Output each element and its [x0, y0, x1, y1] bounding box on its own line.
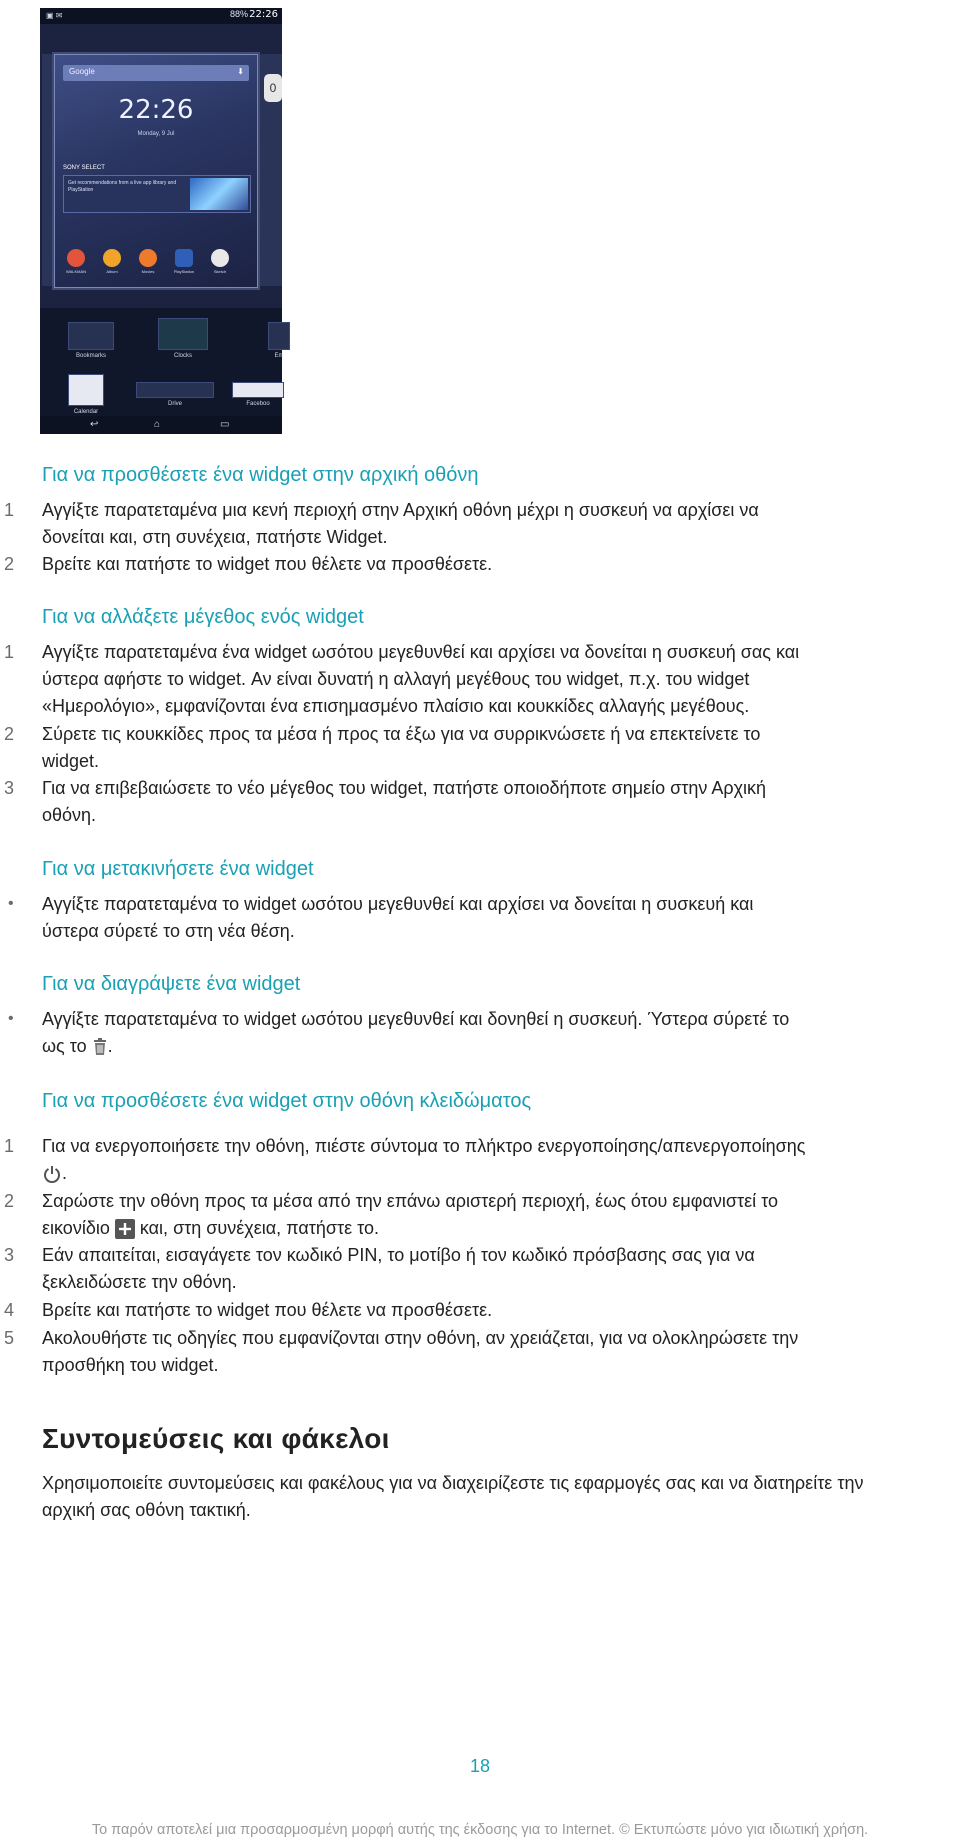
notification-icons: ▣ ✉	[46, 11, 63, 20]
sony-select-label: SONY SELECT	[63, 165, 105, 171]
google-search-bar	[63, 65, 249, 81]
body-line: αρχική σας οθόνη τακτική.	[42, 1500, 251, 1520]
bullet-line-suffix: .	[107, 1036, 113, 1056]
recent-apps-icon: ▭	[220, 419, 230, 430]
widget-tray	[40, 308, 282, 418]
widget-tile-label: Faceboo	[246, 401, 270, 407]
playstation-app-icon	[175, 249, 193, 267]
step-line: widget.	[42, 751, 100, 771]
step-line: Αγγίξτε παρατεταμένα ένα widget ωσότου μεγεθυνθεί και αρχίσει να δονείται η συσκευή σας και	[42, 642, 800, 662]
step-line: «Ημερολόγιο», εμφανίζονται ένα επισημασμένο πλαίσιο και κουκκίδες αλλαγής μεγέθους.	[42, 696, 750, 716]
step-line: Αγγίξτε παρατεταμένα μια κενή περιοχή στην Αρχική οθόνη μέχρι η συσκευή να αρχίσει να	[42, 500, 759, 520]
dock-app-label: PlayStation	[173, 269, 195, 274]
bullet-text	[42, 891, 942, 945]
heading-resize-widget: Για να αλλάξετε μέγεθος ενός widget	[42, 606, 364, 628]
step-line-suffix: .	[62, 1163, 68, 1183]
trash-icon	[92, 1038, 108, 1056]
widget-tile-label: Calendar	[73, 409, 99, 415]
album-app-icon	[103, 249, 121, 267]
section-body	[42, 1470, 942, 1524]
sony-card-image	[190, 178, 248, 210]
step-number: 3	[4, 1245, 15, 1265]
step-line-suffix: και, στη συνέχεια, πατήστε το.	[139, 1218, 379, 1238]
step-line: Σαρώστε την οθόνη προς τα μέσα από την επάνω αριστερή περιοχή, έως ότου εμφανιστεί το	[42, 1191, 778, 1211]
step-line: Βρείτε και πατήστε το widget που θέλετε να προσθέσετε.	[42, 554, 493, 574]
step-text	[42, 1242, 942, 1296]
step-text	[42, 1133, 942, 1187]
step-number: 5	[4, 1328, 15, 1348]
step-line: Για να επιβεβαιώσετε το νέο μέγεθος του widget, πατήστε οποιοδήποτε σημείο στην Αρχική	[42, 778, 767, 798]
widget-tile-label: Clocks	[173, 353, 192, 359]
battery-indicator: 88%	[229, 9, 248, 19]
bullet-text	[42, 1006, 942, 1060]
step-line: προσθήκη του widget.	[42, 1355, 219, 1375]
microphone-icon: ⬇	[237, 67, 244, 76]
step-text	[42, 1325, 942, 1379]
search-label: Google	[69, 67, 95, 76]
step-number: 2	[4, 724, 15, 744]
step-text	[42, 639, 942, 720]
page-number: 18	[469, 1756, 491, 1776]
step-number: 1	[4, 1136, 15, 1156]
sony-card-text: Get recommendations from a live app library and PlayStation	[68, 180, 177, 193]
step-line: Για να ενεργοποιήσετε την οθόνη, πιέστε σύντομα το πλήκτρο ενεργοποίησης/απενεργοποίησης	[42, 1136, 806, 1156]
heading-delete-widget: Για να διαγράψετε ένα widget	[42, 973, 301, 995]
widget-tile	[158, 318, 208, 359]
widget-tile	[68, 374, 104, 415]
clock-widget-time: 22:26	[118, 95, 194, 125]
back-icon: ↩	[90, 419, 99, 430]
heading-add-widget-lock: Για να προσθέσετε ένα widget στην οθόνη κλειδώματος	[42, 1090, 532, 1112]
heading-move-widget: Για να μετακινήσετε ένα widget	[42, 858, 314, 880]
step-line: Σύρετε τις κουκκίδες προς τα μέσα ή προς τα έξω για να συρρικνώσετε ή να επεκτείνετε το	[42, 724, 761, 744]
step-line: ξεκλειδώσετε την οθόνη.	[42, 1272, 237, 1292]
step-line: Βρείτε και πατήστε το widget που θέλετε να προσθέσετε.	[42, 1300, 493, 1320]
step-number: 1	[4, 500, 15, 520]
dock-app-label: Sketch	[213, 269, 227, 274]
bullet-line-prefix: ως το	[42, 1036, 87, 1056]
widget-tile-label: Drive	[167, 401, 182, 407]
walkman-app-icon	[67, 249, 85, 267]
bullet: •	[8, 895, 14, 912]
app-dock	[63, 249, 249, 279]
nav-bar	[40, 416, 282, 434]
step-text	[42, 551, 942, 578]
side-widget: 0	[264, 74, 282, 102]
step-number: 2	[4, 554, 15, 574]
step-line: Εάν απαιτείται, εισαγάγετε τον κωδικό PIN, το μοτίβο ή τον κωδικό πρόσβασης σας για να	[42, 1245, 755, 1265]
dock-app-label: WALKMAN	[65, 269, 87, 274]
phone-screenshot	[40, 8, 282, 434]
movies-app-icon	[139, 249, 157, 267]
step-line: Ακολουθήστε τις οδηγίες που εμφανίζονται στην οθόνη, αν χρειάζεται, για να ολοκληρώσετε την	[42, 1328, 799, 1348]
status-time: 22:26	[249, 9, 278, 20]
step-line: ύστερα αφήστε το widget. Αν είναι δυνατή η αλλαγή μεγέθους του widget, π.χ. του widget	[42, 669, 750, 689]
widget-tile	[68, 322, 114, 359]
left-pane-preview	[42, 54, 52, 286]
widget-tile	[136, 382, 214, 407]
step-number: 1	[4, 642, 15, 662]
step-text	[42, 497, 942, 551]
step-text	[42, 721, 942, 775]
bullet-line: Αγγίξτε παρατεταμένα το widget ωσότου μεγεθυνθεί και αρχίσει να δονείται η συσκευή και	[42, 894, 754, 914]
step-line: δονείται και, στη συνέχεια, πατήστε Widget.	[42, 527, 388, 547]
plus-icon	[115, 1219, 135, 1239]
dock-app-label: Movies	[141, 269, 155, 274]
step-line: οθόνη.	[42, 805, 97, 825]
sketch-app-icon	[211, 249, 229, 267]
section-title-shortcuts: Συντομεύσεις και φάκελοι	[42, 1423, 390, 1454]
widget-tile-label: Em	[274, 353, 284, 359]
widget-tile	[268, 322, 290, 359]
power-icon	[42, 1164, 62, 1184]
step-line-prefix: εικονίδιο	[42, 1218, 110, 1238]
heading-add-widget-home: Για να προσθέσετε ένα widget στην αρχική οθόνη	[42, 464, 479, 486]
widget-tile-label: Bookmarks	[75, 353, 106, 359]
widget-tile	[232, 382, 284, 407]
step-text	[42, 1297, 942, 1324]
body-line: Χρησιμοποιείτε συντομεύσεις και φακέλους για να διαχειρίζεστε τις εφαρμογές σας και να διατηρείτε την	[42, 1473, 864, 1493]
sony-select-card	[63, 175, 251, 213]
bullet: •	[8, 1010, 14, 1027]
step-text	[42, 1188, 942, 1242]
step-number: 4	[4, 1300, 15, 1320]
step-number: 3	[4, 778, 15, 798]
step-number: 2	[4, 1191, 15, 1211]
bullet-line: Αγγίξτε παρατεταμένα το widget ωσότου μεγεθυνθεί και δονηθεί η συσκευή. Ύστερα σύρετέ το	[42, 1009, 790, 1029]
status-bar	[40, 8, 282, 24]
clock-widget-date: Monday, 9 Jul	[137, 131, 175, 137]
step-text	[42, 775, 942, 829]
footer-note: Το παρόν αποτελεί μια προσαρμοσμένη μορφή αυτής της έκδοσης για το Internet. © Εκτυπώστε μόνο για ιδιωτική χρήση.	[91, 1822, 869, 1838]
home-icon: ⌂	[154, 419, 161, 430]
bullet-line: ύστερα σύρετέ το στη νέα θέση.	[42, 921, 295, 941]
home-screen-pane	[54, 54, 258, 288]
dock-app-label: Album	[106, 269, 118, 274]
